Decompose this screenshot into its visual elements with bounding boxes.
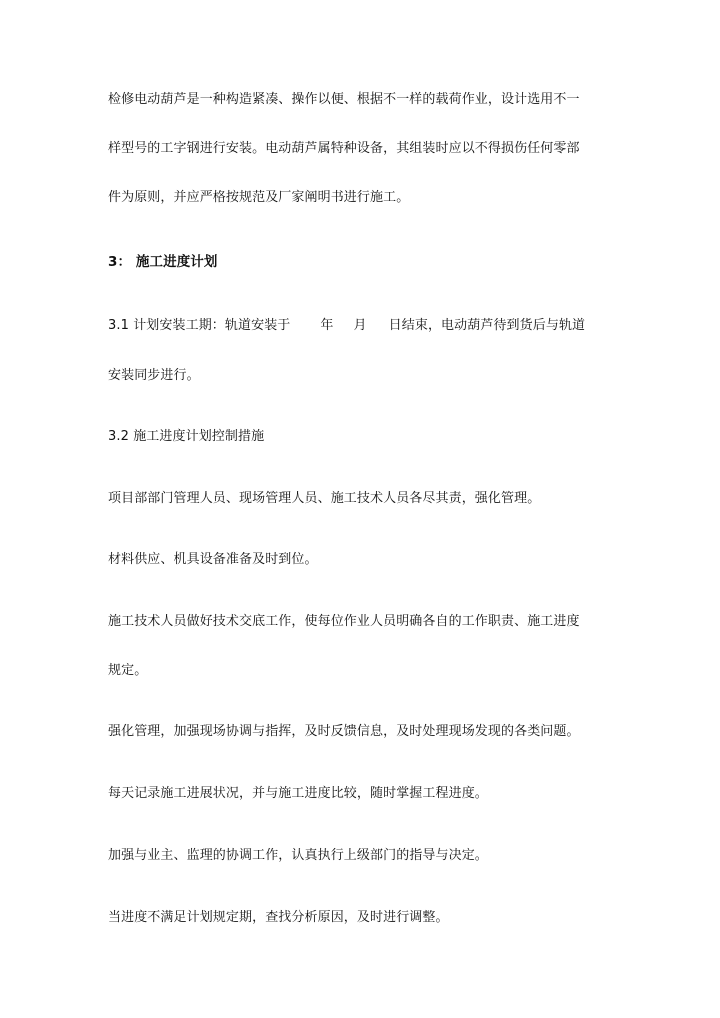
measure-5: 每天记录施工进展状况，并与施工进度比较，随时掌握工程进度。 xyxy=(108,786,488,801)
measure-3-line-1: 施工技术人员做好技术交底工作，使每位作业人员明确各自的工作职责、施工进度 xyxy=(108,614,580,629)
measure-3-line-2: 规定。 xyxy=(108,663,148,678)
s31-year: 年 xyxy=(320,318,334,333)
s32-heading: 3.2 施工进度计划控制措施 xyxy=(108,429,265,444)
s31-text-end: 日结束，电动葫芦待到货后与轨道 xyxy=(388,318,586,333)
s31-text-start: 3.1 计划安装工期：轨道安装于 xyxy=(108,318,291,333)
intro-line-3: 件为原则，并应严格按规范及厂家阐明书进行施工。 xyxy=(108,190,410,205)
section-3-heading: 3： 施工进度计划 xyxy=(108,254,218,270)
measure-1: 项目部部门管理人员、现场管理人员、施工技术人员各尽其责，强化管理。 xyxy=(108,491,541,506)
measure-6: 加强与业主、监理的协调工作，认真执行上级部门的指导与决定。 xyxy=(108,848,488,863)
s31-line-2: 安装同步进行。 xyxy=(108,368,200,383)
measure-2: 材料供应、机具设备准备及时到位。 xyxy=(108,552,318,567)
s31-month: 月 xyxy=(353,318,367,333)
intro-line-1: 检修电动葫芦是一种构造紧凑、操作以便、根据不一样的载荷作业，设计选用不一 xyxy=(108,92,580,107)
measure-4: 强化管理，加强现场协调与指挥，及时反馈信息，及时处理现场发现的各类问题。 xyxy=(108,724,580,739)
s31-line-1 xyxy=(108,317,608,335)
measure-7: 当进度不满足计划规定期，查找分析原因，及时进行调整。 xyxy=(108,910,449,925)
intro-line-2: 样型号的工字钢进行安装。电动葫芦属特种设备，其组装时应以不得损伤任何零部 xyxy=(108,141,580,156)
